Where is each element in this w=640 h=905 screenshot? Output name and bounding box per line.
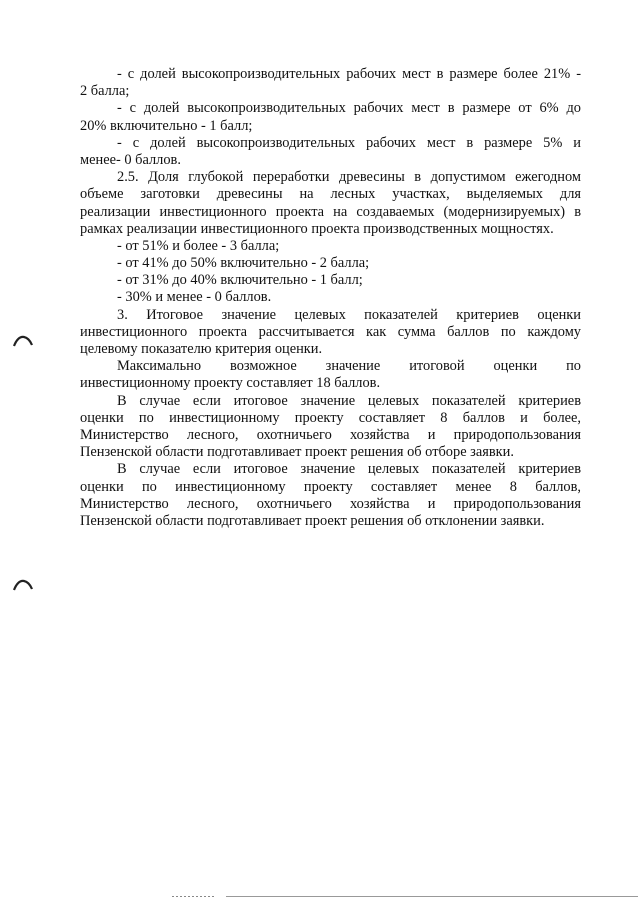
text-line: Министерство лесного, охотничьего хозяйства и природопользования — [80, 495, 581, 512]
text-line: менее- 0 баллов. — [80, 151, 181, 168]
paragraph — [80, 169, 581, 238]
text-line: 3. Итоговое значение целевых показателей критериев оценки — [117, 306, 581, 323]
paragraph — [80, 461, 581, 530]
text-line: реализации инвестиционного проекта на создаваемых (модернизируемых) в — [80, 203, 581, 220]
punch-hole-mark-bottom — [12, 578, 34, 592]
text-line: 2 балла; — [80, 83, 130, 100]
text-line: инвестиционному проекту составляет 18 баллов. — [80, 375, 381, 392]
footer-rule — [226, 896, 638, 897]
text-line: Пензенской области подготавливает проект решения об отборе заявки. — [80, 444, 514, 461]
paragraph — [80, 66, 581, 100]
text-line: - с долей высокопроизводительных рабочих мест в размере более 21% - — [117, 66, 581, 82]
text-line: Министерство лесного, охотничьего хозяйства и природопользования — [80, 426, 581, 443]
text-line: - от 31% до 40% включительно - 1 балл; — [117, 272, 363, 289]
document-body — [80, 66, 581, 530]
text-line: целевому показателю критерия оценки. — [80, 341, 323, 357]
text-line: Максимально возможное значение итоговой оценки по — [117, 358, 581, 375]
paragraph — [80, 358, 581, 392]
paragraph — [80, 238, 581, 255]
footer-rule-dotted — [172, 896, 216, 897]
text-line: оценки по инвестиционному проекту составляет 8 баллов и более, — [80, 409, 581, 426]
text-line: - с долей высокопроизводительных рабочих мест в размере 5% и — [117, 134, 581, 151]
text-line: инвестиционного проекта рассчитывается как сумма баллов по каждому — [80, 323, 581, 340]
text-line: 2.5. Доля глубокой переработки древесины в допустимом ежегодном — [117, 169, 581, 186]
paragraph — [80, 393, 581, 462]
text-line: - 30% и менее - 0 баллов. — [117, 289, 272, 306]
text-line: - от 41% до 50% включительно - 2 балла; — [117, 255, 370, 272]
text-line: В случае если итоговое значение целевых показателей критериев — [117, 392, 581, 409]
paragraph — [80, 272, 581, 289]
text-line: В случае если итоговое значение целевых показателей критериев — [117, 461, 581, 478]
text-line: рамках реализации инвестиционного проекта производственных мощностях. — [80, 220, 554, 237]
punch-hole-mark-top — [12, 334, 34, 348]
paragraph — [80, 100, 581, 134]
text-line: 20% включительно - 1 балл; — [80, 117, 253, 134]
paragraph — [80, 307, 581, 359]
paragraph — [80, 135, 581, 169]
paragraph — [80, 289, 581, 306]
text-line: - от 51% и более - 3 балла; — [117, 237, 280, 254]
paragraph — [80, 255, 581, 272]
text-line: Пензенской области подготавливает проект решения об отклонении заявки. — [80, 512, 545, 529]
text-line: объеме заготовки древесины на лесных участках, выделяемых для — [80, 186, 581, 203]
text-line: оценки по инвестиционному проекту составляет менее 8 баллов, — [80, 478, 581, 495]
text-line: - с долей высокопроизводительных рабочих мест в размере от 6% до — [117, 100, 581, 117]
